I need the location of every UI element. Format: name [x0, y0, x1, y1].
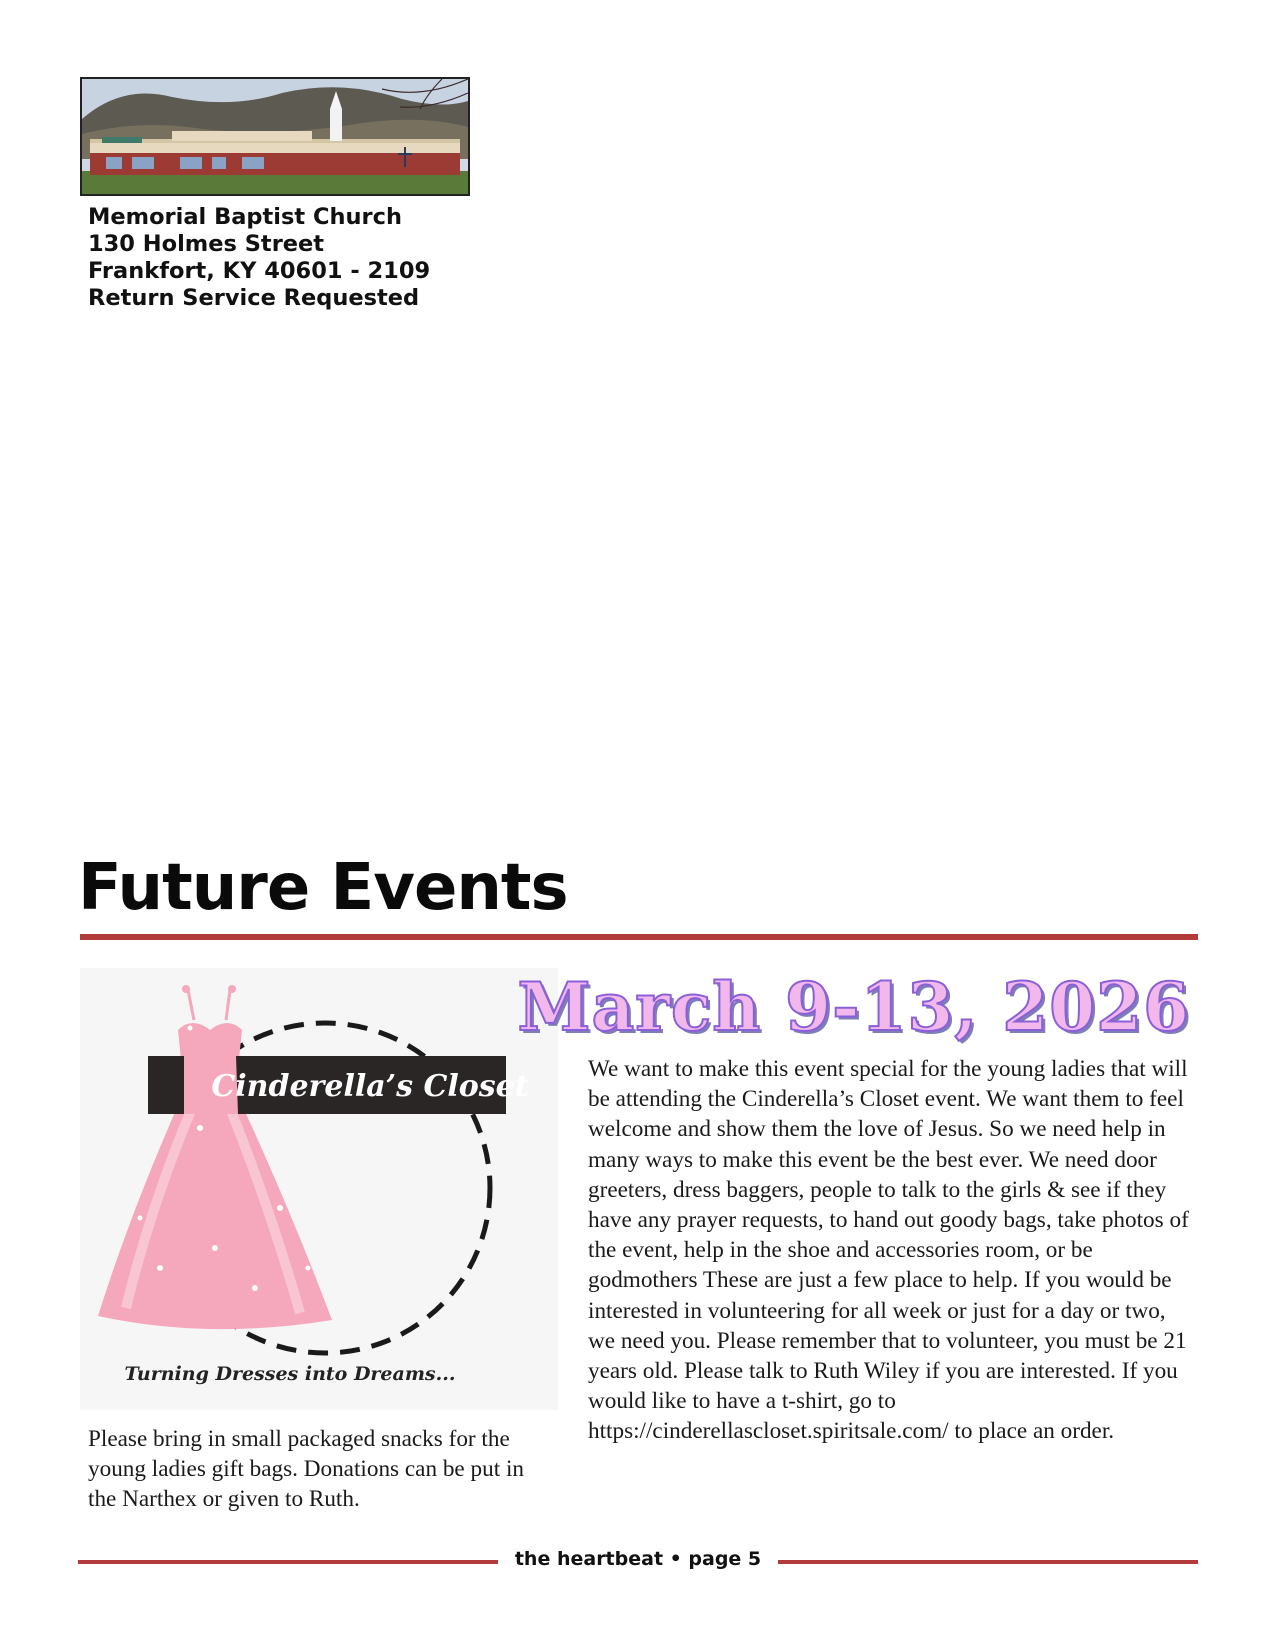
- logo-banner-text: Cinderella’s Closet: [211, 1069, 529, 1104]
- event-description: We want to make this event special for the young ladies that will be attending the Cinderella’s Closet event. We want them to feel welcome and show them the love of Jesus. So we need help in many ways to make this event be the best ever. We need door greeters, dress baggers, people to talk to the girls & see if they have any prayer requests, to hand out goody bags, take photos of the event, help in the shoe and accessories room, or be godmothers These are just a few place to help. If you would be interested in volunteering for all week or just for a day or two, we need you. Please remember that to volunteer, you must be 21 years old. Please talk to Ruth Wiley if you are interested. If you would like to have a t-shirt, go to https://cinderellascloset.spiritsale.com/ to place an order.: [588, 1056, 1189, 1445]
- dress-icon: [98, 985, 332, 1329]
- return-address: [88, 204, 430, 312]
- street-address: 130 Holmes Street: [88, 231, 325, 257]
- return-service-note: Return Service Requested: [88, 285, 420, 311]
- footer-rule-right: [778, 1560, 1198, 1564]
- footer-rule-left: [78, 1560, 498, 1564]
- snacks-note: Please bring in small packaged snacks for the young ladies gift bags. Donations can be put in the Narthex or given to Ruth.: [88, 1426, 524, 1513]
- event-date: March 9-13, 2026: [517, 968, 1190, 1046]
- church-name: Memorial Baptist Church: [88, 204, 402, 230]
- title-divider: [80, 934, 1198, 940]
- church-photo: [80, 77, 470, 196]
- page-footer: the heartbeat • page 5: [514, 1548, 762, 1570]
- city-state-zip: Frankfort, KY 40601 - 2109: [88, 258, 431, 284]
- logo-tagline: Turning Dresses into Dreams...: [124, 1363, 456, 1385]
- section-title: Future Events: [78, 851, 568, 925]
